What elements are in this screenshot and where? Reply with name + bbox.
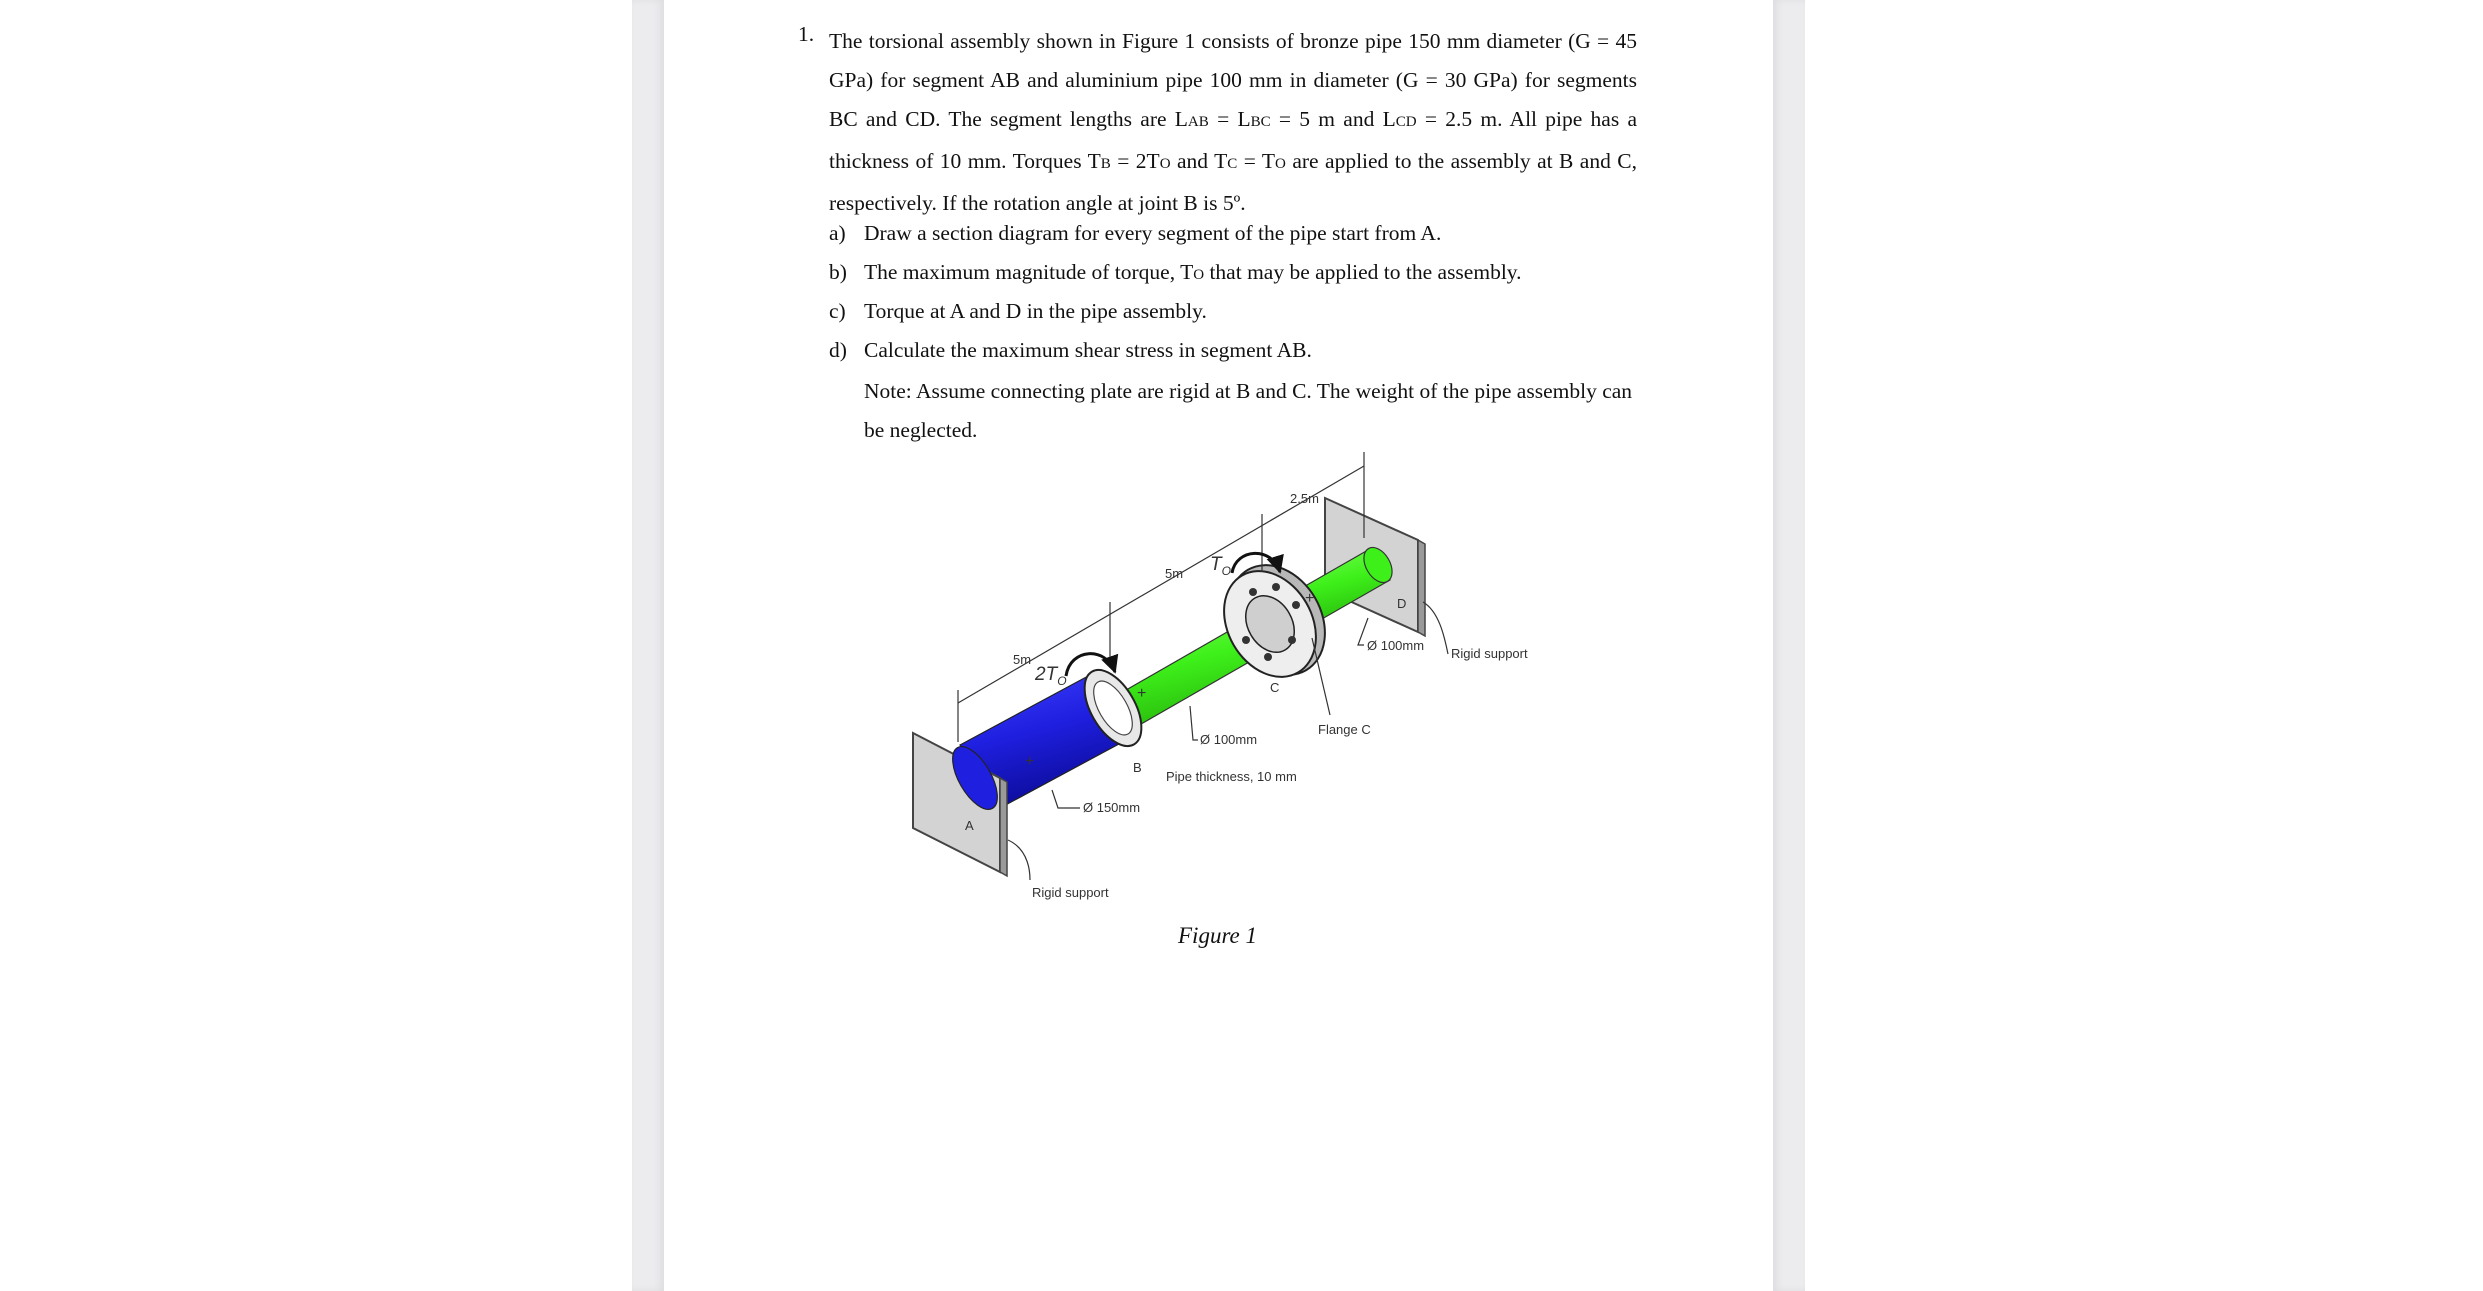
item-text: Calculate the maximum shear stress in segment AB.: [864, 338, 1312, 362]
support-plate-a-edge: [1000, 778, 1007, 876]
item-d: [829, 338, 1312, 363]
plus-sign-bc: +: [1137, 685, 1147, 702]
bolt-icon: [1242, 636, 1250, 644]
bolt-icon: [1272, 583, 1280, 591]
bolt-icon: [1292, 601, 1300, 609]
diameter-label-cd: Ø 100mm: [1367, 638, 1425, 653]
torque-c-subscript: O: [1221, 564, 1231, 578]
dimension-label-cd: 2.5m: [1290, 491, 1319, 506]
rigid-support-label-d: Rigid support: [1451, 646, 1528, 661]
item-label: d): [829, 338, 847, 362]
subscript-cd: CD: [1395, 114, 1417, 130]
rigid-support-label-a: Rigid support: [1032, 885, 1109, 900]
item-label: b): [829, 260, 847, 284]
item-b: [829, 260, 1522, 285]
dimension-label-bc: 5m: [1165, 566, 1184, 581]
torque-label-c: [1210, 554, 1231, 578]
figure-caption: Figure 1: [1178, 923, 1257, 948]
torque-b-text: 2T: [1035, 664, 1058, 685]
statement-text: and T: [1170, 149, 1228, 173]
item-label: c): [829, 299, 846, 323]
diameter-label-ab: Ø 150mm: [1083, 800, 1141, 815]
right-gutter: [1773, 0, 1805, 1291]
bolt-icon: [1249, 588, 1257, 596]
torque-b-subscript: O: [1057, 674, 1067, 688]
problem-statement: [829, 22, 1637, 223]
item-label: a): [829, 221, 846, 245]
statement-text: = 5 m and L: [1270, 107, 1396, 131]
support-plate-d-edge: [1418, 540, 1425, 636]
statement-text: = T: [1237, 149, 1276, 173]
note-text: Note: Assume connecting plate are rigid at B and C. The weight of the pipe assembly can be neglected.: [864, 379, 1633, 442]
subscript-c: C: [1227, 156, 1238, 172]
pipe-assembly-figure: [890, 445, 1540, 910]
plus-sign-ab: +: [1025, 753, 1035, 770]
torque-c-text: T: [1210, 554, 1222, 575]
subscript-bc: BC: [1250, 114, 1271, 130]
subscript-o: O: [1275, 156, 1286, 172]
item-a: [829, 221, 1441, 246]
bolt-icon: [1288, 636, 1296, 644]
item-text: that may be applied to the assembly.: [1204, 260, 1522, 284]
question-number: 1.: [798, 22, 815, 46]
item-text: Draw a section diagram for every segment of the pipe start from A.: [864, 221, 1442, 245]
subscript-ab: AB: [1187, 114, 1209, 130]
flange-c-label: Flange C: [1318, 722, 1371, 737]
subscript-o: O: [1159, 156, 1171, 172]
statement-text: = 2.5 m. All pipe has a thickness of 10 mm. Torques T: [829, 107, 1638, 173]
item-c: [829, 299, 1207, 324]
item-text: Torque at A and D in the pipe assembly.: [864, 299, 1207, 323]
dimension-label-ab: 5m: [1013, 652, 1032, 667]
node-label-c: C: [1270, 680, 1280, 695]
torque-label-b: [1034, 664, 1067, 688]
node-label-d: D: [1397, 596, 1407, 611]
statement-text: = 2T: [1110, 149, 1160, 173]
plus-sign-cd: +: [1305, 590, 1315, 607]
pipe-thickness-label: Pipe thickness, 10 mm: [1166, 769, 1297, 784]
statement-text: are applied to the assembly at B and C, respectively. If the rotation angle at joint B is 5º.: [829, 149, 1637, 215]
node-label-b: B: [1133, 760, 1142, 775]
statement-text: The torsional assembly shown in Figure 1 consists of bronze pipe 150 mm diameter (G = 45 GPa) for segment AB and aluminium pipe 100 mm in diameter (G = 30 GPa) for segments BC and CD. The segment lengths are L: [829, 29, 1637, 131]
statement-text: = L: [1208, 107, 1251, 131]
node-label-a: A: [965, 818, 974, 833]
subscript-o: O: [1193, 267, 1205, 283]
left-gutter: [632, 0, 664, 1291]
bolt-icon: [1264, 653, 1272, 661]
item-text: The maximum magnitude of torque, T: [864, 260, 1194, 284]
subscript-b: B: [1100, 156, 1111, 172]
diameter-label-bc: Ø 100mm: [1200, 732, 1258, 747]
